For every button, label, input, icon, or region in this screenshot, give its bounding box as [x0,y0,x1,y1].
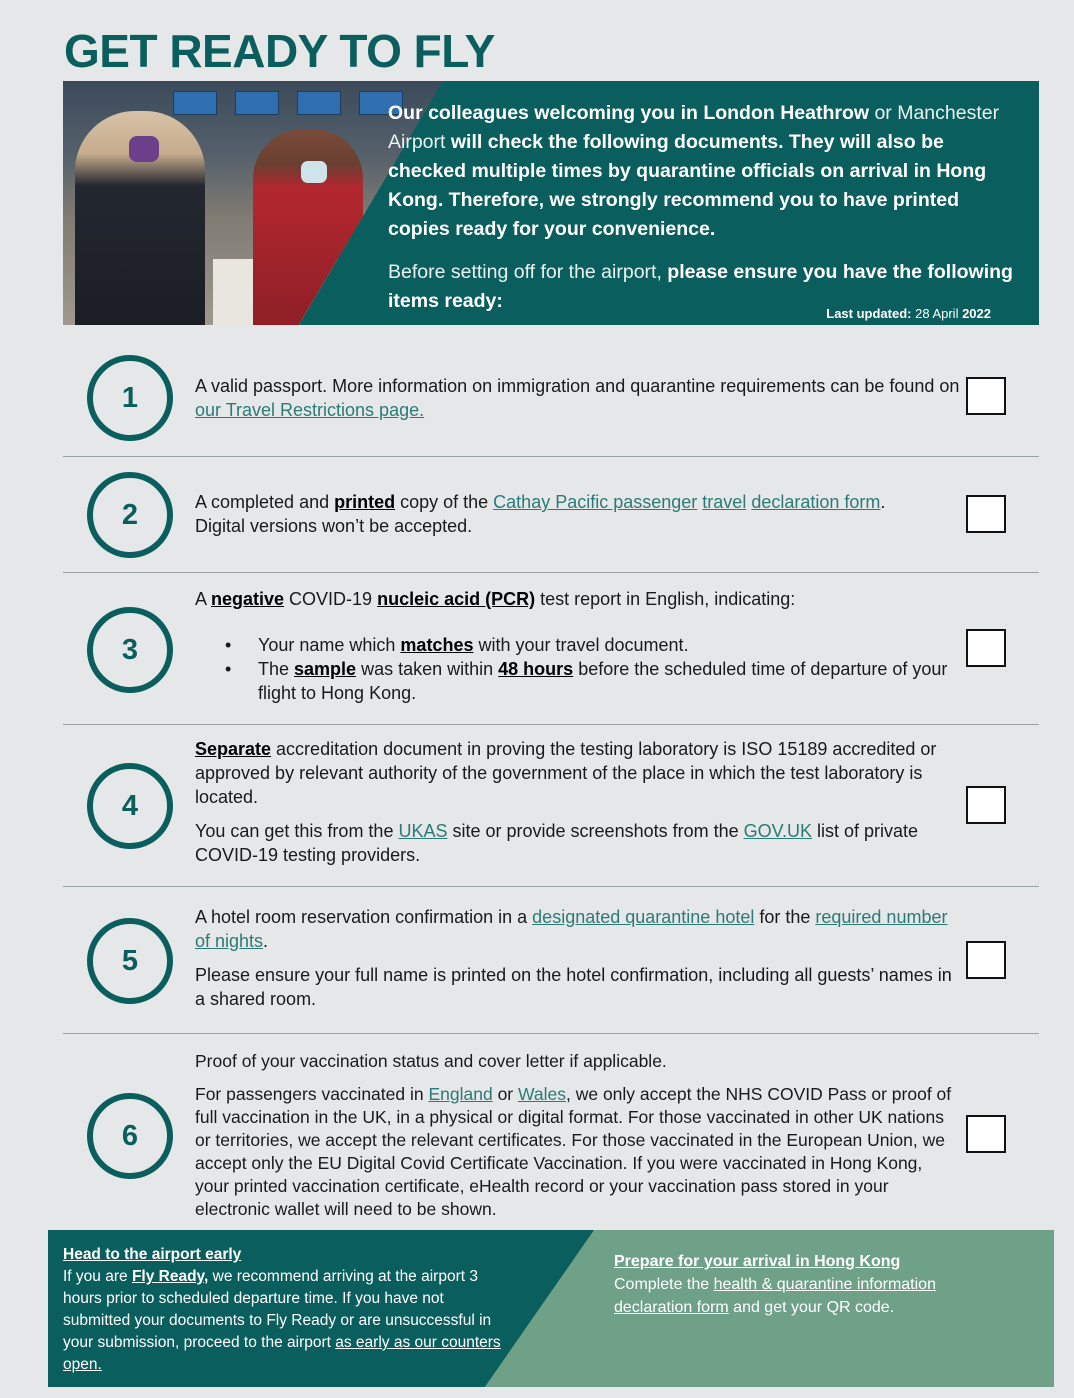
last-updated [826,306,991,321]
item-4-checkbox[interactable] [966,786,1006,824]
departure-boards [173,91,403,115]
bullet-1-a: Your name which [258,635,401,655]
list-item [225,657,965,705]
item-5-text-b: for the [754,907,816,927]
page-title: GET READY TO FLY [64,25,495,77]
item-number-circle: 3 [87,607,173,693]
item-3-checkbox[interactable] [966,629,1006,667]
bullet-2-c: before the scheduled time of departure of your flight to Hong Kong. [258,659,948,703]
counters-open-link[interactable]: as early as our counters open. [63,1334,501,1373]
declaration-form-link-2[interactable]: travel [702,492,747,512]
item-4-text [195,737,965,867]
last-updated-label: Last updated: [826,306,912,321]
item-5-note: Please ensure your full name is printed on the hotel confirmation, including all guests’ names in a shared room. [195,965,952,1009]
list-item [225,633,965,657]
fly-ready-link[interactable]: Fly Ready, [131,1268,209,1285]
hero-intro-b: or Manchester Airport [388,102,1000,153]
wales-link[interactable]: Wales [518,1084,566,1104]
checklist-item-6 [63,1034,1039,1224]
item-1-checkbox[interactable] [966,377,1006,415]
item-2-checkbox[interactable] [966,495,1006,533]
item-4-p2-c: list of private COVID-19 testing providers. [195,821,919,865]
item-6-p2-c: , we only accept the NHS COVID Pass or proof of full vaccination in the UK, in a physical or digital format. For those vaccinated in other UK nations or territories, we accept the relevant certificates. For those vaccinated in the European Union, we accept only the EU Digital Covid Certificate Vaccination. If you were vaccinated in Hong Kong, your printed vaccination certificate, eHealth record or your vaccination pass stored in your electronic wallet will need to be shown. [195,1084,952,1219]
item-number-circle: 2 [87,472,173,558]
footer-left-a: If you are [63,1268,132,1285]
arrival-heading: Prepare for your arrival in Hong Kong [614,1253,901,1270]
item-number-circle: 5 [87,918,173,1004]
item-3-bullets [195,633,965,705]
item-6-p2-a: For passengers vaccinated in [195,1084,429,1104]
item-2-emphasis: printed [334,492,396,512]
item-6-p2-b: or [492,1084,518,1104]
checklist-item-4 [63,725,1039,887]
item-4-emphasis: Separate [195,739,272,759]
bullet-1-emphasis: matches [400,635,474,655]
item-3-text-c: test report in English, indicating: [535,589,796,609]
footer-right-a: Complete the [614,1276,714,1293]
item-6-checkbox[interactable] [966,1115,1006,1153]
footer-right-text [614,1250,1014,1319]
hero-intro-c: will check the following documents. They will also be checked multiple times by quarantine officials on arrival in Hong Kong. Therefore, we strongly recommend you to have printed copies ready for your convenience. [388,131,987,240]
health-declaration-link[interactable]: health & quarantine information declaration form [614,1276,936,1316]
item-5-period: . [263,931,269,951]
hero-intro-a: Our colleagues welcoming you in London Heathrow [388,102,870,124]
item-5-text-a: A hotel room reservation confirmation in a [195,907,533,927]
hero-text [388,99,1018,316]
airport-photo [63,81,443,325]
hero-before-a: Before setting off for the airport, [388,261,668,283]
item-number-circle: 6 [87,1093,173,1179]
hero-before-b: please ensure you have the following items ready: [388,261,1013,312]
checklist-item-3 [63,573,1039,725]
hero-intro [388,99,1018,244]
quarantine-hotel-link[interactable]: designated quarantine hotel [532,907,755,927]
declaration-form-link-3[interactable]: declaration form [751,492,881,512]
checklist-item-2 [63,457,1039,573]
item-4-body: accreditation document in proving the testing laboratory is ISO 15189 accredited or approved by relevant authority of the government of the place in which the test laboratory is located. [195,739,937,807]
england-link[interactable]: England [428,1084,493,1104]
item-2-text-a: A completed and [195,492,335,512]
travel-restrictions-link[interactable]: our Travel Restrictions page. [195,400,425,420]
item-4-p2-b: site or provide screenshots from the [447,821,744,841]
item-4-p2-a: You can get this from the [195,821,399,841]
bullet-2-emphasis-2: 48 hours [498,659,574,679]
item-2-period: . [880,492,886,512]
item-1-text [195,374,965,422]
item-3-text-a: A [195,589,212,609]
item-3-emphasis-2: nucleic acid (PCR) [377,589,536,609]
item-2-note: Digital versions won’t be accepted. [195,516,473,536]
hero-banner [63,81,1039,325]
footer-banner [48,1230,1054,1387]
airport-early-heading: Head to the airport early [63,1246,242,1263]
bullet-2-a: The [258,659,295,679]
item-number-circle: 4 [87,763,173,849]
item-6-text [195,1050,960,1221]
item-3-text [195,587,965,705]
item-1-body: A valid passport. More information on immigration and quarantine requirements can be found on [195,376,960,396]
gov-uk-link[interactable]: GOV.UK [743,821,813,841]
footer-right-b: and get your QR code. [728,1299,895,1316]
item-5-checkbox[interactable] [966,941,1006,979]
item-2-text [195,490,965,538]
item-6-p1: Proof of your vaccination status and cover letter if applicable. [195,1051,667,1071]
footer-left-text [63,1244,508,1376]
last-updated-year: 2022 [962,306,991,321]
item-3-text-b: COVID-19 [284,589,378,609]
item-5-text [195,905,965,1011]
bullet-2-emphasis-1: sample [294,659,357,679]
checklist-item-5 [63,887,1039,1034]
checklist-item-1 [63,340,1039,457]
footer-left-b: we recommend arriving at the airport 3 hours prior to scheduled departure time. If you have not submitted your documents to Fly Ready or are unsuccessful in your submission, proceed to the airport [63,1268,492,1351]
item-2-text-b: copy of the [395,492,494,512]
agent-figure [253,129,363,325]
required-nights-link[interactable]: required number of nights [195,907,948,951]
ukas-link[interactable]: UKAS [398,821,448,841]
passenger-mask [129,136,159,162]
agent-mask [301,161,327,183]
declaration-form-link-1[interactable]: Cathay Pacific passenger [493,492,698,512]
last-updated-date: 28 April [911,306,963,321]
item-number-circle: 1 [87,355,173,441]
item-3-emphasis-1: negative [211,589,285,609]
bullet-2-b: was taken within [356,659,499,679]
bullet-1-b: with your travel document. [473,635,689,655]
